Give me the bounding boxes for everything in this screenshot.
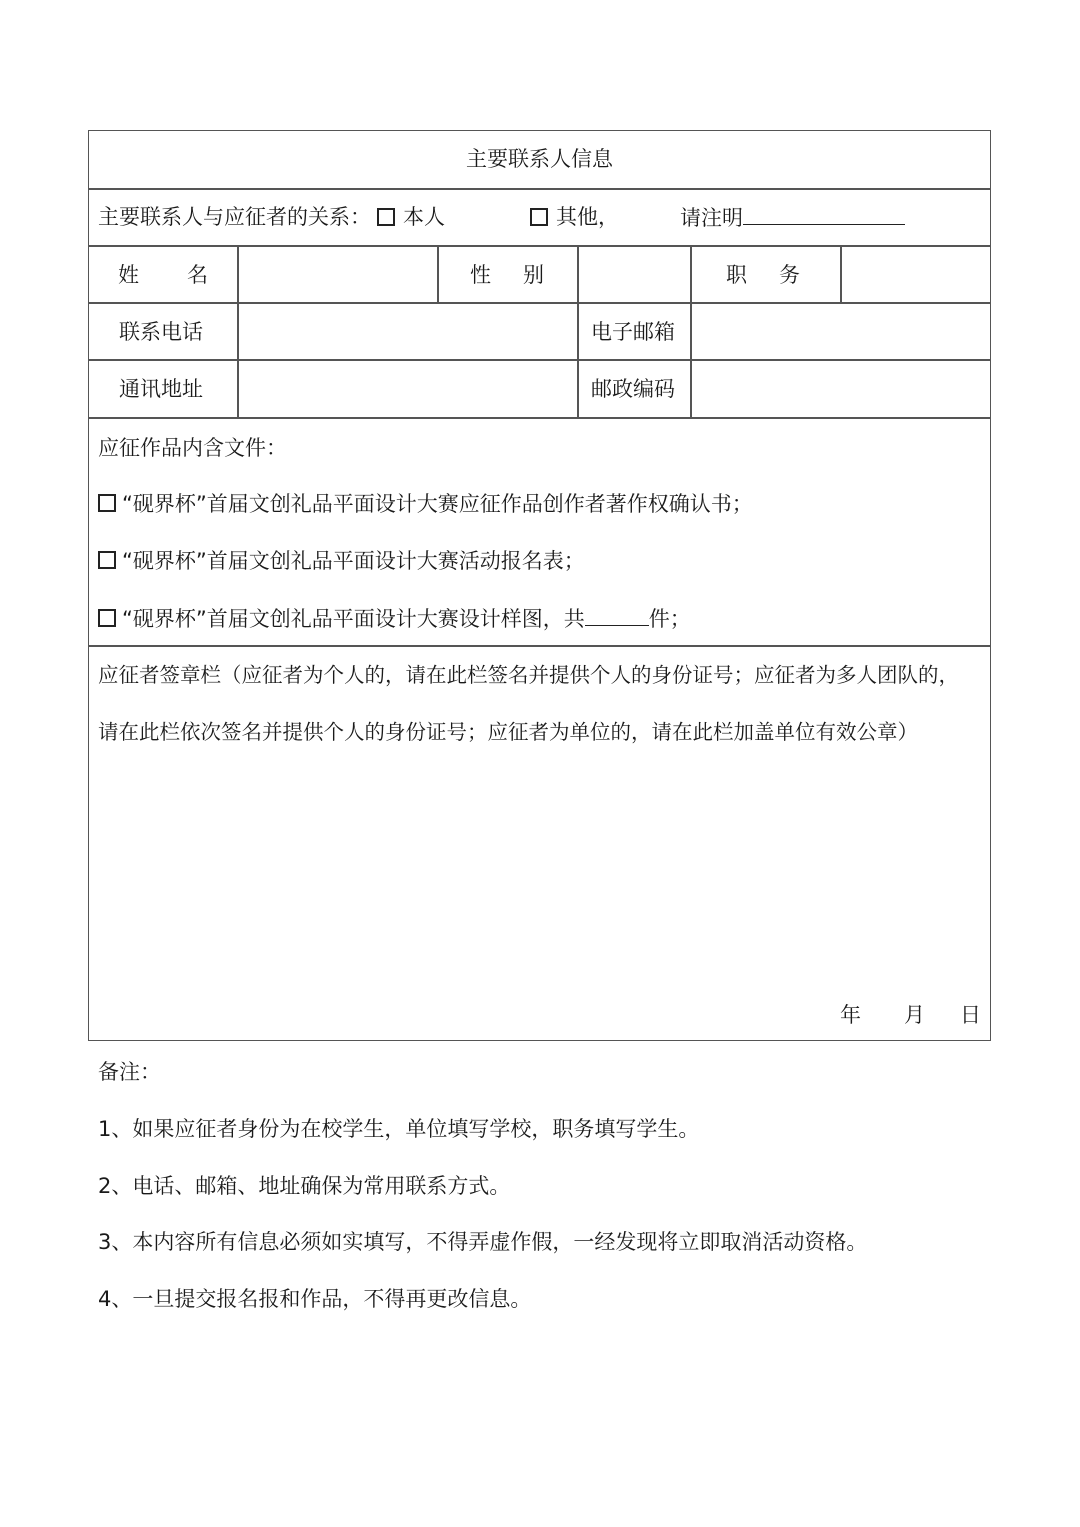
row-divider bbox=[88, 417, 991, 419]
col-divider bbox=[437, 245, 439, 302]
name-label-b: 名 bbox=[187, 263, 208, 287]
file-item-1-label: “砚界杯”首届文创礼品平面设计大赛应征作品创作者著作权确认书； bbox=[122, 492, 753, 516]
phone-label: 联系电话 bbox=[119, 320, 203, 344]
file-checkbox-3[interactable] bbox=[98, 609, 116, 627]
files-heading: 应征作品内含文件： bbox=[98, 436, 287, 460]
note-2: 2、电话、邮箱、地址确保为常用联系方式。 bbox=[98, 1174, 511, 1198]
checkbox-other[interactable] bbox=[530, 208, 548, 226]
position-label-a: 职 bbox=[726, 263, 747, 287]
position-label-b: 务 bbox=[779, 263, 800, 287]
option-self-label: 本人 bbox=[403, 205, 445, 229]
file-checkbox-2[interactable] bbox=[98, 551, 116, 569]
note-input[interactable] bbox=[743, 202, 905, 225]
form-title: 主要联系人信息 bbox=[466, 147, 613, 171]
checkbox-self[interactable] bbox=[377, 208, 395, 226]
signature-instruction-1: 应征者签章栏（应征者为个人的，请在此栏签名并提供个人的身份证号；应征者为多人团队的， bbox=[98, 663, 959, 687]
file-item-3 bbox=[98, 603, 691, 634]
gender-label-b: 别 bbox=[523, 263, 544, 287]
name-label bbox=[118, 260, 208, 290]
note-4: 4、一旦提交报名报和作品，不得再更改信息。 bbox=[98, 1287, 532, 1311]
file-item-2-label: “砚界杯”首届文创礼品平面设计大赛活动报名表； bbox=[122, 549, 585, 573]
relation-note bbox=[680, 202, 905, 233]
gender-input[interactable] bbox=[579, 247, 689, 301]
address-label: 通讯地址 bbox=[119, 377, 203, 401]
postcode-label: 邮政编码 bbox=[591, 377, 675, 401]
signature-instruction-2: 请在此栏依次签名并提供个人的身份证号；应征者为单位的，请在此栏加盖单位有效公章） bbox=[98, 720, 918, 744]
signature-area[interactable] bbox=[90, 760, 989, 990]
relation-label: 主要联系人与应征者的关系： bbox=[98, 205, 371, 229]
date-day: 日 bbox=[960, 1003, 981, 1027]
date-month: 月 bbox=[904, 1003, 925, 1027]
file-item-1 bbox=[98, 489, 753, 519]
date-year: 年 bbox=[840, 1003, 861, 1027]
row-divider bbox=[88, 645, 991, 647]
postcode-input[interactable] bbox=[692, 361, 990, 416]
file-checkbox-1[interactable] bbox=[98, 494, 116, 512]
phone-input[interactable] bbox=[239, 304, 576, 358]
notes-heading: 备注： bbox=[98, 1060, 161, 1084]
address-input[interactable] bbox=[239, 361, 576, 416]
gender-label bbox=[470, 260, 544, 290]
name-input[interactable] bbox=[239, 247, 436, 301]
option-other-label: 其他， bbox=[556, 205, 619, 229]
note-3: 3、本内容所有信息必须如实填写，不得弄虚作假，一经发现将立即取消活动资格。 bbox=[98, 1230, 868, 1254]
note-label: 请注明 bbox=[680, 206, 743, 230]
email-label: 电子邮箱 bbox=[591, 320, 675, 344]
position-input[interactable] bbox=[842, 247, 990, 301]
file-item-3-label: “砚界杯”首届文创礼品平面设计大赛设计样图，共 bbox=[122, 607, 585, 631]
row-divider bbox=[88, 188, 991, 190]
file-item-3-suffix: 件； bbox=[648, 607, 691, 631]
gender-label-a: 性 bbox=[470, 263, 491, 287]
file-item-2 bbox=[98, 546, 585, 576]
relation-other bbox=[530, 202, 619, 232]
position-label bbox=[726, 260, 800, 290]
name-label-a: 姓 bbox=[118, 263, 139, 287]
sample-count-input[interactable] bbox=[585, 603, 649, 626]
relation-row bbox=[98, 202, 445, 232]
email-input[interactable] bbox=[692, 304, 990, 358]
note-1: 1、如果应征者身份为在校学生，单位填写学校，职务填写学生。 bbox=[98, 1117, 700, 1141]
